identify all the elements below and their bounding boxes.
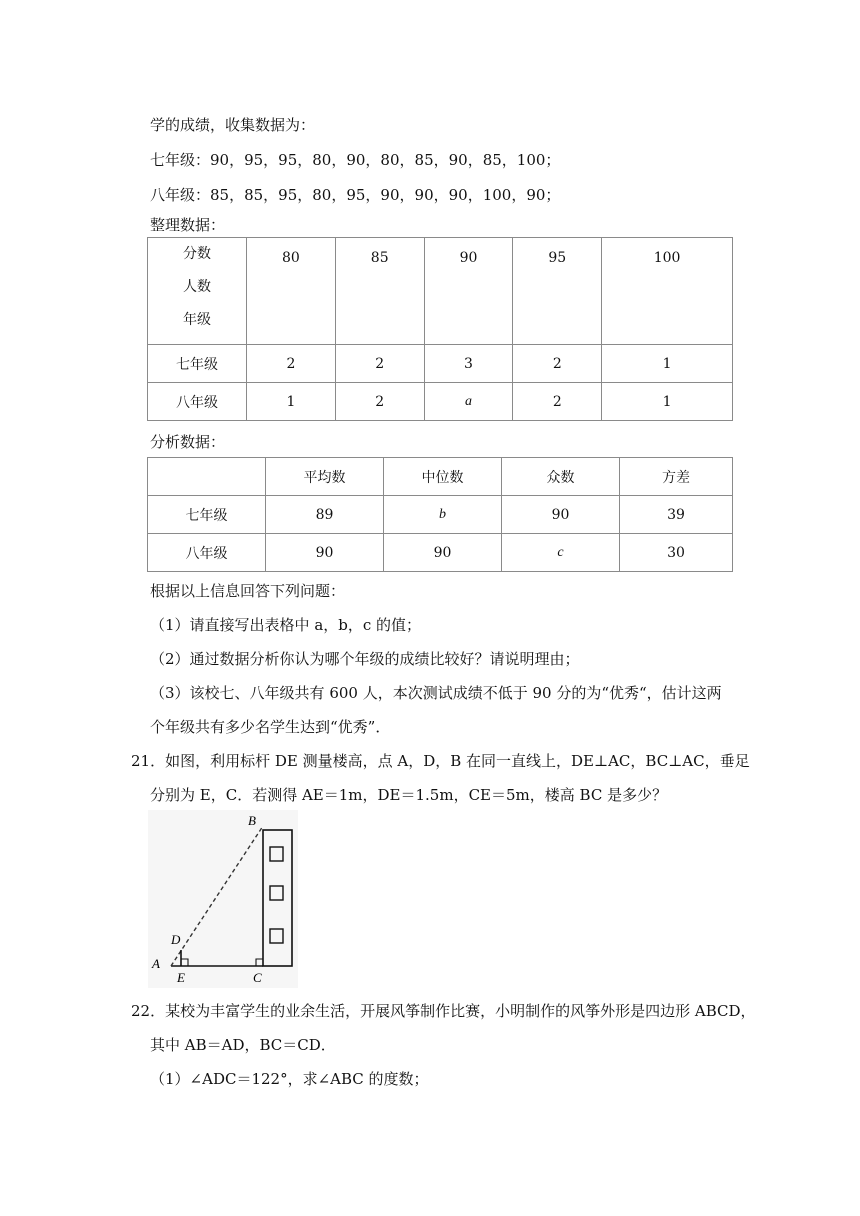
q22-line1: 22．某校为丰富学生的业余生活，开展风筝制作比赛，小明制作的风筝外形是四边形 ABCD， (131, 1002, 756, 1020)
header-cell (148, 238, 247, 345)
table-cell: 1 (247, 383, 336, 421)
q21-line1: 21．如图，利用标杆 DE 测量楼高，点 A，D，B 在同一直线上，DE⊥AC，BC⊥AC，垂足 (131, 752, 750, 770)
table-row (148, 345, 733, 383)
statistics-table (147, 457, 733, 572)
figure-background (148, 810, 298, 988)
data-grade7: 七年级：90，95，95，80，90，80，85，90，85，100； (150, 151, 561, 169)
grade-cell: 八年级 (148, 383, 247, 421)
q20-part3-line2: 个年级共有多少名学生达到“优秀”． (150, 718, 391, 736)
label-E: E (177, 970, 185, 985)
score-header: 80 (247, 238, 336, 345)
analysis-label: 分析数据： (150, 433, 226, 451)
table-cell: 90 (384, 534, 502, 572)
table-cell-variable-b: b (384, 496, 502, 534)
q20-part2: （2）通过数据分析你认为哪个年级的成绩比较好？请说明理由； (150, 650, 580, 668)
header-cell-empty (148, 458, 266, 496)
data-grade8: 八年级：85，85，95，80，95，90，90，90，100，90； (150, 186, 561, 204)
table-cell: 3 (424, 345, 513, 383)
score-header: 95 (513, 238, 602, 345)
q20-part3-line1: （3）该校七、八年级共有 600 人，本次测试成绩不低于 90 分的为“优秀“，估计这两 (150, 684, 722, 702)
q20-part1: （1）请直接写出表格中 a，b，c 的值； (150, 616, 422, 634)
table-cell: 2 (247, 345, 336, 383)
frequency-table (147, 237, 733, 421)
table-cell-variable-a: a (424, 383, 513, 421)
table-cell: 89 (266, 496, 384, 534)
q21-line2: 分别为 E，C．若测得 AE＝1m，DE＝1.5m，CE＝5m，楼高 BC 是多少？ (150, 786, 668, 804)
score-header: 100 (602, 238, 733, 345)
q22-line2: 其中 AB＝AD，BC＝CD． (150, 1036, 336, 1054)
building-measurement-figure (148, 810, 298, 988)
organize-label: 整理数据： (150, 216, 226, 234)
label-B: B (248, 813, 256, 828)
table-cell: 2 (513, 345, 602, 383)
header-label-grade: 年级 (183, 312, 211, 328)
score-header: 85 (335, 238, 424, 345)
header-cell: 中位数 (384, 458, 502, 496)
table-cell: 2 (513, 383, 602, 421)
q22-part1: （1）∠ADC＝122°，求∠ABC 的度数； (150, 1070, 429, 1088)
table-row (148, 383, 733, 421)
header-label-score: 分数 (183, 246, 211, 262)
table-cell: 1 (602, 345, 733, 383)
grade-cell: 七年级 (148, 345, 247, 383)
header-cell: 众数 (502, 458, 620, 496)
table-row (148, 458, 733, 496)
label-C: C (253, 970, 262, 985)
intro-line-1: 学的成绩，收集数据为： (150, 116, 316, 134)
header-label-count: 人数 (183, 279, 211, 295)
header-cell: 方差 (620, 458, 733, 496)
table-cell: 30 (620, 534, 733, 572)
q20-prompt: 根据以上信息回答下列问题： (150, 582, 346, 600)
table-cell: 90 (266, 534, 384, 572)
table-cell: 90 (502, 496, 620, 534)
header-cell: 平均数 (266, 458, 384, 496)
table-cell: 2 (335, 345, 424, 383)
table-row (148, 534, 733, 572)
score-header: 90 (424, 238, 513, 345)
table-cell: 2 (335, 383, 424, 421)
table-row (148, 496, 733, 534)
table-row (148, 238, 733, 345)
grade-cell: 八年级 (148, 534, 266, 572)
label-A: A (152, 956, 160, 971)
grade-cell: 七年级 (148, 496, 266, 534)
label-D: D (171, 932, 181, 947)
table-cell-variable-c: c (502, 534, 620, 572)
table-cell: 39 (620, 496, 733, 534)
table-cell: 1 (602, 383, 733, 421)
